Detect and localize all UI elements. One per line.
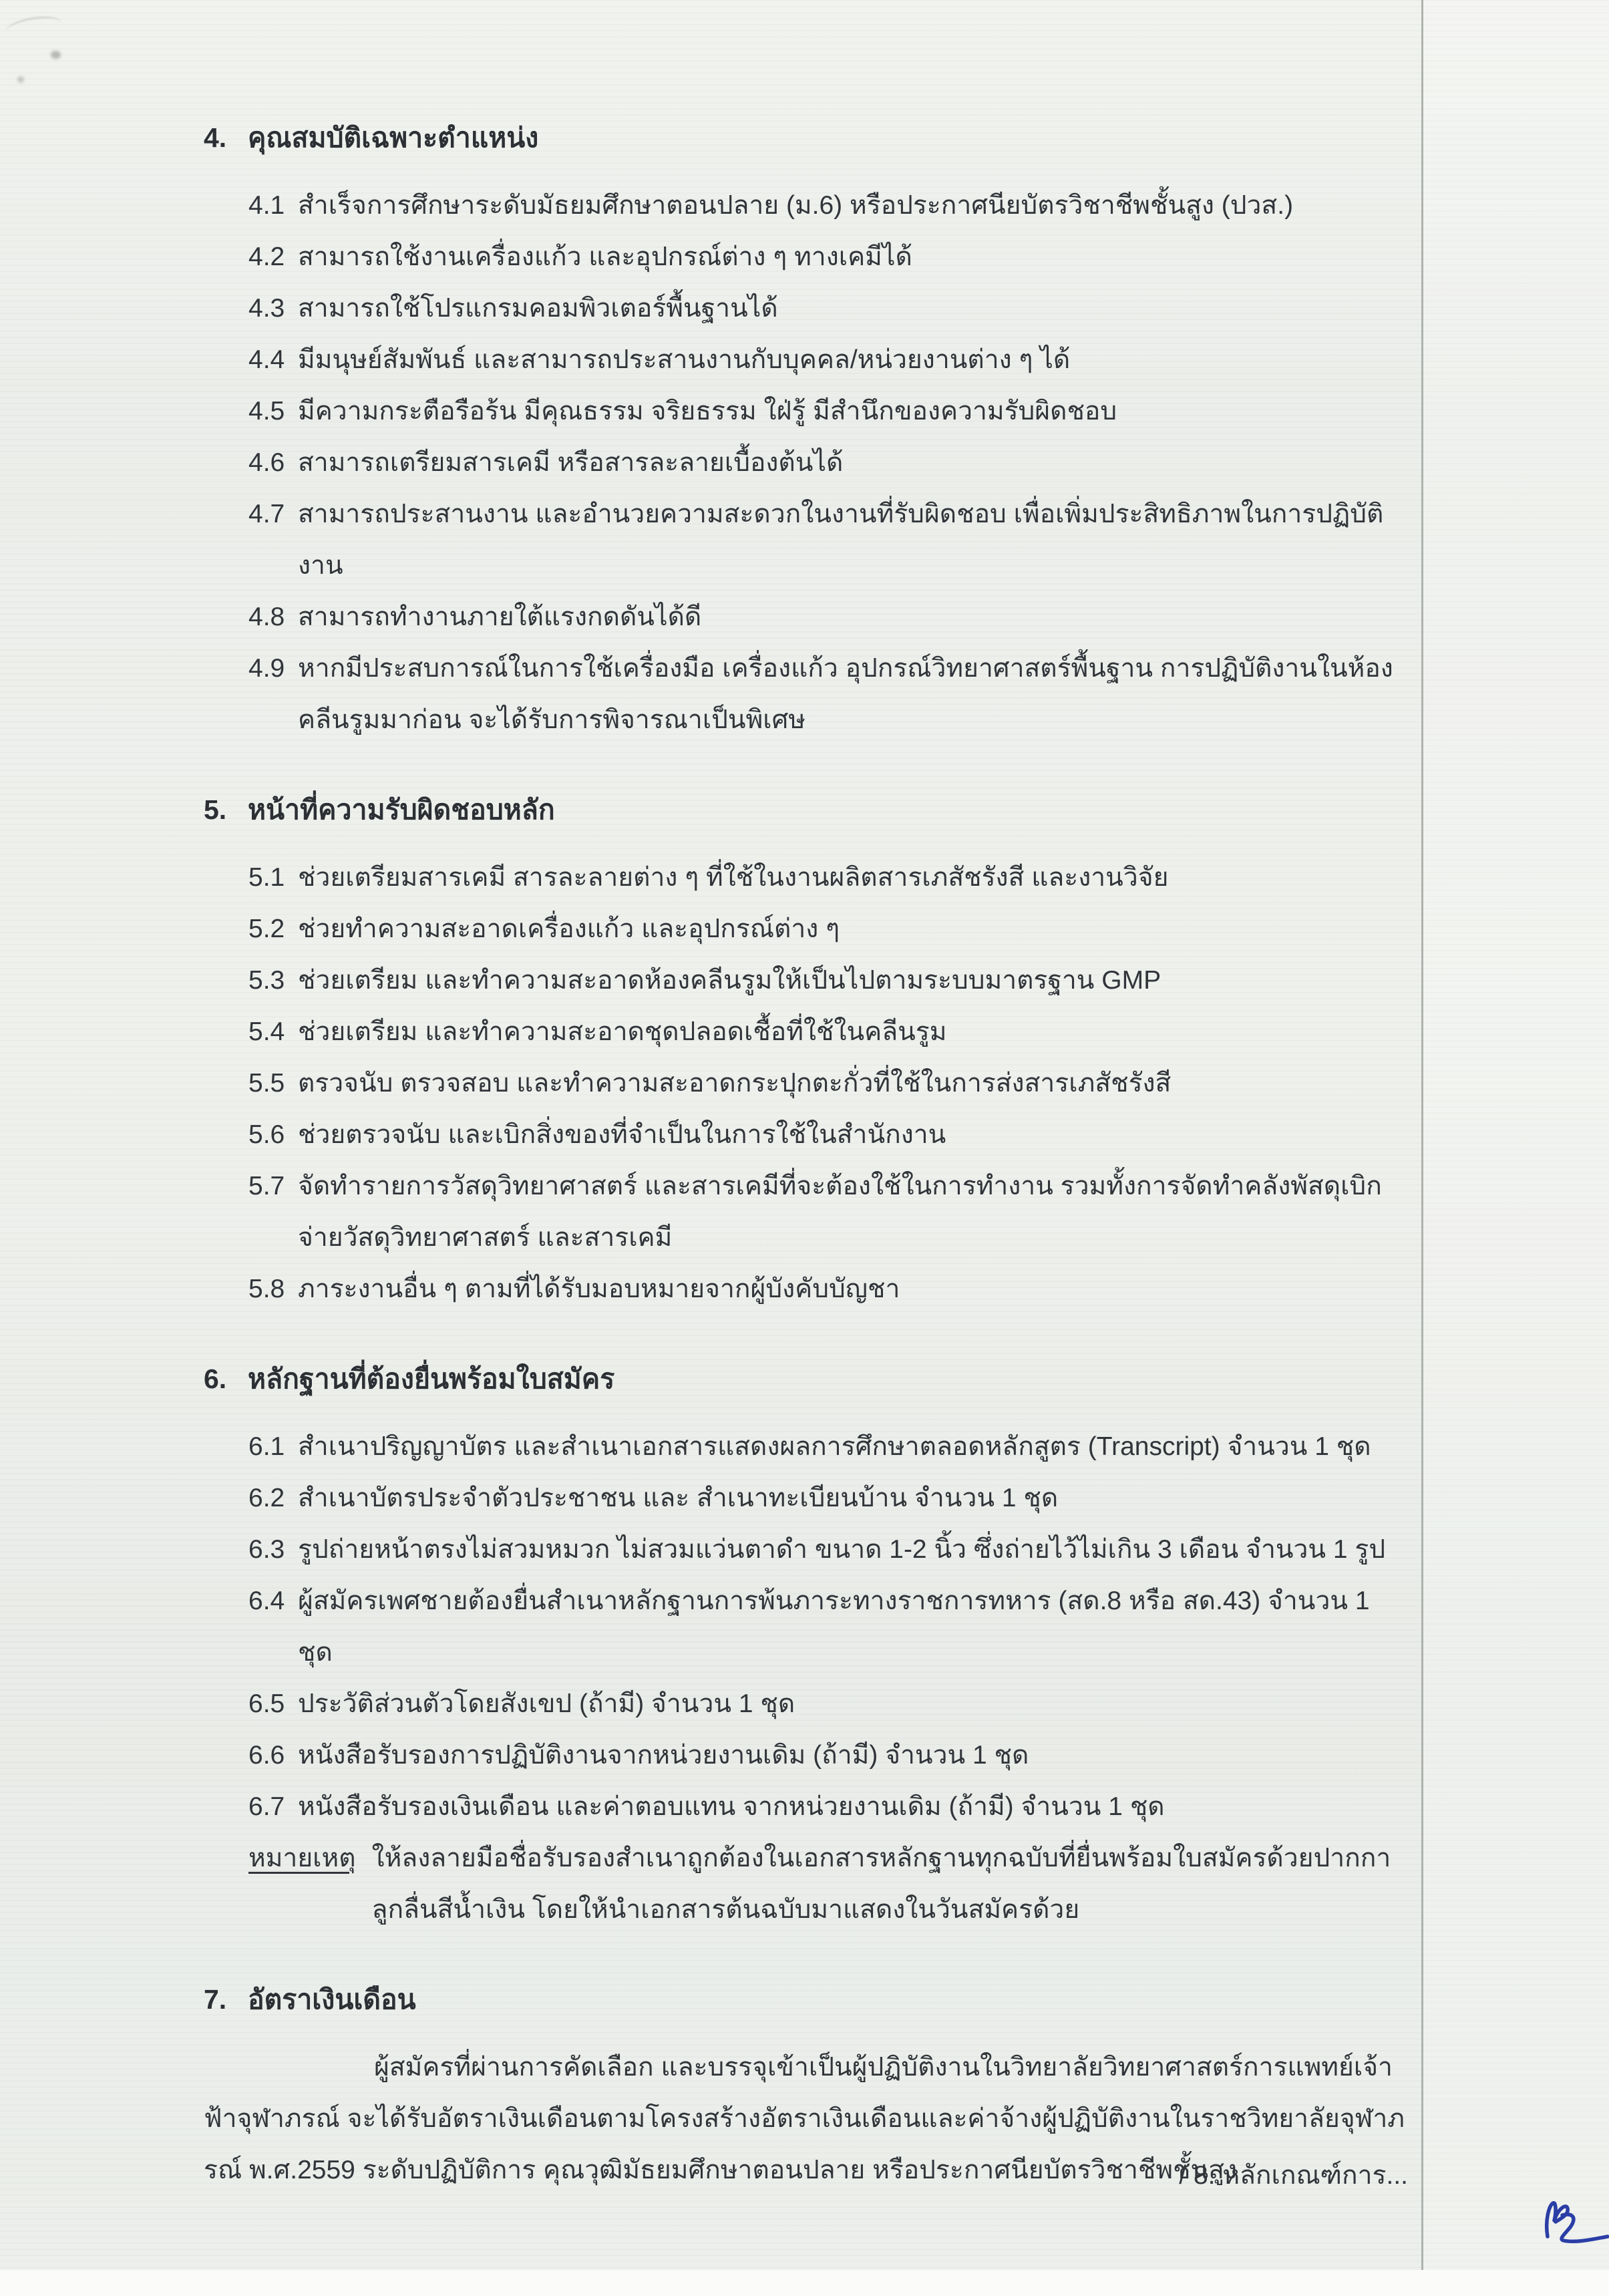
item-number: 5.5 (248, 1069, 285, 1098)
list-item (248, 1678, 1409, 1730)
section-required-documents (204, 1353, 1409, 1935)
item-text: สามารถใช้งานเครื่องแก้ว และอุปกรณ์ต่าง ๆ ทางเคมีได้ (298, 242, 912, 271)
item-text: ตรวจนับ ตรวจสอบ และทำความสะอาดกระปุกตะกั่วที่ใช้ในการส่งสารเภสัชรังสี (298, 1069, 1172, 1098)
item-text: ช่วยเตรียมสารเคมี สารละลายต่าง ๆ ที่ใช้ในงานผลิตสารเภสัชรังสี และงานวิจัย (298, 863, 1169, 892)
list-item (248, 955, 1409, 1006)
item-text: หนังสือรับรองเงินเดือน และค่าตอบแทน จากหน่วยงานเดิม (ถ้ามี) จำนวน 1 ชุด (298, 1792, 1165, 1821)
list-item (248, 903, 1409, 955)
item-text: ช่วยเตรียม และทำความสะอาดชุดปลอดเชื้อที่ใช้ในคลีนรูม (298, 1017, 947, 1046)
continuation-footer: / 8. หลักเกณฑ์การ... (1179, 2161, 1408, 2190)
section-number: 4. (204, 122, 227, 153)
item-text: หนังสือรับรองการปฏิบัติงานจากหน่วยงานเดิม (ถ้ามี) จำนวน 1 ชุด (298, 1741, 1029, 1770)
item-text: มีความกระตือรือร้น มีคุณธรรม จริยธรรม ใฝ่รู้ มีสำนึกของความรับผิดชอบ (298, 397, 1117, 426)
item-text: มีมนุษย์สัมพันธ์ และสามารถประสานงานกับบุคคล/หน่วยงานต่าง ๆ ได้ (298, 345, 1071, 374)
list-item (248, 231, 1409, 283)
section-number: 6. (204, 1363, 227, 1394)
section-responsibilities (204, 784, 1409, 1315)
list-item (248, 1006, 1409, 1057)
list-item (248, 437, 1409, 488)
list-item (248, 1781, 1409, 1832)
item-text: รูปถ่ายหน้าตรงไม่สวมหมวก ไม่สวมแว่นตาดำ ขนาด 1-2 นิ้ว ซึ่งถ่ายไว้ไม่เกิน 3 เดือน จำนวน 1 รูป (298, 1535, 1386, 1564)
list-item (248, 488, 1409, 591)
list-item (248, 852, 1409, 903)
item-number: 5.6 (248, 1120, 285, 1149)
blue-pen-initial-mark (1538, 2195, 1609, 2258)
item-number: 5.4 (248, 1017, 285, 1046)
list-item (248, 1575, 1409, 1678)
section-qualifications (204, 112, 1409, 746)
item-number: 4.1 (248, 191, 285, 220)
list-item (248, 1524, 1409, 1575)
item-text: สามารถเตรียมสารเคมี หรือสารละลายเบื้องต้นได้ (298, 448, 844, 477)
item-number: 4.2 (248, 242, 285, 271)
item-number: 6.6 (248, 1741, 285, 1770)
item-number: 5.2 (248, 915, 285, 943)
item-text: ภาระงานอื่น ๆ ตามที่ได้รับมอบหมายจากผู้บังคับบัญชา (298, 1275, 900, 1303)
section-heading (204, 784, 1409, 836)
list-item (248, 180, 1409, 231)
item-number: 4.3 (248, 294, 285, 323)
section-heading (204, 1974, 1409, 2025)
section-title: คุณสมบัติเฉพาะตำแหน่ง (248, 122, 539, 153)
item-number: 5.8 (248, 1275, 285, 1303)
list-item (248, 283, 1409, 334)
item-number: 6.7 (248, 1792, 285, 1821)
item-text: หากมีประสบการณ์ในการใช้เครื่องมือ เครื่องแก้ว อุปกรณ์วิทยาศาสตร์พื้นฐาน การปฏิบัติงานในห้องคลีนรูมมาก่อน จะได้รับการพิจารณาเป็นพิเศษ (298, 654, 1393, 734)
item-number: 4.8 (248, 603, 285, 631)
item-number: 6.2 (248, 1484, 285, 1512)
item-number: 5.3 (248, 966, 285, 995)
note-row (248, 1832, 1409, 1935)
list-item (248, 1109, 1409, 1160)
item-number: 4.7 (248, 500, 285, 528)
salary-paragraph: ผู้สมัครที่ผ่านการคัดเลือก และบรรจุเข้าเป็นผู้ปฏิบัติงานในวิทยาลัยวิทยาศาสตร์การแพทย์เจ้าฟ้าจุฬาภรณ์ จะได้รับอัตราเงินเดือนตามโครงสร้างอัตราเงินเดือนและค่าจ้างผู้ปฏิบัติงานในราชวิทยาลัยจุฬาภรณ์ พ.ศ.2559 ระดับปฏิบัติการ คุณวุฒิมัธยมศึกษาตอนปลาย หรือประกาศนียบัตรวิชาชีพชั้นสูง (204, 2053, 1405, 2184)
list-item (248, 334, 1409, 385)
item-text: สำเนาบัตรประจำตัวประชาชน และ สำเนาทะเบียนบ้าน จำนวน 1 ชุด (298, 1484, 1059, 1512)
item-text: ช่วยตรวจนับ และเบิกสิ่งของที่จำเป็นในการใช้ในสำนักงาน (298, 1120, 946, 1149)
item-number: 4.6 (248, 448, 285, 477)
item-text: สำเนาปริญญาบัตร และสำเนาเอกสารแสดงผลการศึกษาตลอดหลักสูตร (Transcript) จำนวน 1 ชุด (298, 1432, 1371, 1461)
item-text: สามารถใช้โปรแกรมคอมพิวเตอร์พื้นฐานได้ (298, 294, 778, 323)
item-text: สามารถประสานงาน และอำนวยความสะดวกในงานที่รับผิดชอบ เพื่อเพิ่มประสิทธิภาพในการปฏิบัติงาน (298, 500, 1384, 580)
item-number: 6.4 (248, 1587, 285, 1615)
list-item (248, 643, 1409, 746)
list-item (248, 385, 1409, 437)
item-number: 4.4 (248, 345, 285, 374)
section-number: 5. (204, 794, 227, 825)
scan-fold-line (1421, 0, 1423, 2270)
list-item (248, 1057, 1409, 1109)
item-text: สามารถทำงานภายใต้แรงกดดันได้ดี (298, 603, 702, 631)
item-number: 4.5 (248, 397, 285, 426)
item-text: ช่วยเตรียม และทำความสะอาดห้องคลีนรูมให้เป็นไปตามระบบมาตรฐาน GMP (298, 966, 1161, 995)
item-number: 5.7 (248, 1172, 285, 1200)
item-text: จัดทำรายการวัสดุวิทยาศาสตร์ และสารเคมีที่จะต้องใช้ในการทำงาน รวมทั้งการจัดทำคลังพัสดุเบิกจ่ายวัสดุวิทยาศาสตร์ และสารเคมี (298, 1172, 1382, 1252)
list-item (248, 1421, 1409, 1472)
note-label: หมายเหตุ (248, 1844, 356, 1872)
item-number: 6.3 (248, 1535, 285, 1564)
section-title: หลักฐานที่ต้องยื่นพร้อมใบสมัคร (248, 1363, 615, 1394)
item-number: 4.9 (248, 654, 285, 683)
list-item (248, 1160, 1409, 1263)
item-number: 6.1 (248, 1432, 285, 1461)
item-text: ช่วยทำความสะอาดเครื่องแก้ว และอุปกรณ์ต่าง ๆ (298, 915, 840, 943)
list-item (248, 1263, 1409, 1315)
section-title: อัตราเงินเดือน (248, 1984, 416, 2015)
list-item (248, 1730, 1409, 1781)
note-text: ให้ลงลายมือชื่อรับรองสำเนาถูกต้องในเอกสารหลักฐานทุกฉบับที่ยื่นพร้อมใบสมัครด้วยปากกาลูกลื่นสีน้ำเงิน โดยให้นำเอกสารต้นฉบับมาแสดงในวันสมัครด้วย (371, 1844, 1391, 1924)
list-item (248, 1472, 1409, 1524)
scan-bottom-edge (0, 2270, 1609, 2296)
item-text: ผู้สมัครเพศชายต้องยื่นสำเนาหลักฐานการพ้นภาระทางราชการทหาร (สด.8 หรือ สด.43) จำนวน 1 ชุด (298, 1587, 1370, 1667)
item-text: สำเร็จการศึกษาระดับมัธยมศึกษาตอนปลาย (ม.6) หรือประกาศนียบัตรวิชาชีพชั้นสูง (ปวส.) (298, 191, 1294, 220)
item-number: 6.5 (248, 1689, 285, 1718)
section-number: 7. (204, 1984, 227, 2015)
section-title: หน้าที่ความรับผิดชอบหลัก (248, 794, 555, 825)
item-text: ประวัติส่วนตัวโดยสังเขป (ถ้ามี) จำนวน 1 ชุด (298, 1689, 795, 1718)
item-number: 5.1 (248, 863, 285, 892)
list-item (248, 591, 1409, 643)
section-heading (204, 112, 1409, 164)
section-heading (204, 1353, 1409, 1405)
